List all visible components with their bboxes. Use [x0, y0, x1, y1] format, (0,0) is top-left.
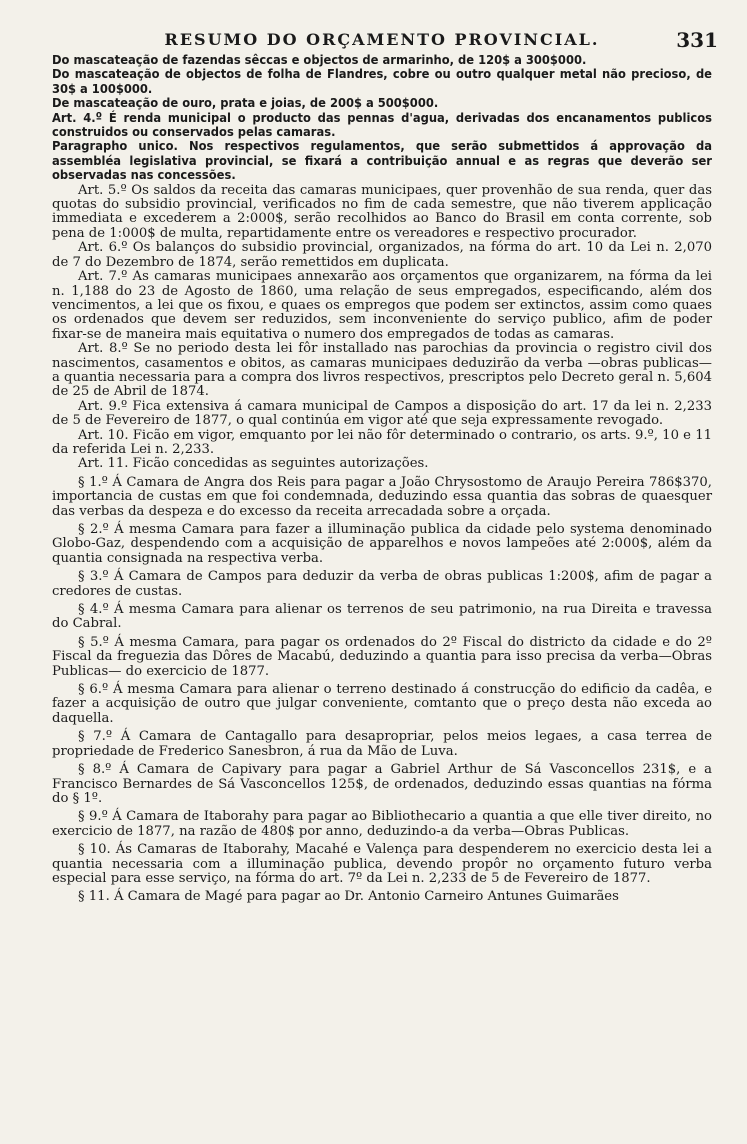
paragraph: Art. 5.º Os saldos da receita das camaras municipaes, quer provenhão de sua renda, quer das quotas do subsidio provincial, verificados no fim de cada semestre, que não tiverem applicação immediata e excederem a 2:000$, serão recolhidos ao Banco do Brasil em conta corrente, sob pena de 1:000$ de multa, repartidamente entre os vereadores e respectivo procurador. [52, 182, 712, 241]
paragraph: Art. 8.º Se no periodo desta lei fôr installado nas parochias da provincia o registro civil dos nascimentos, casamentos e obitos, as camaras municipaes deduzirão da verba —obras publicas—a quantia necessaria para a compra dos livros respectivos, prescriptos pelo Decreto geral n. 5,604 de 25 de Abril de 1874. [52, 341, 712, 400]
paragraph: § 3.º Á Camara de Campos para deduzir da verba de obras publicas 1:200$, afim de pagar a credores de custas. [52, 569, 712, 599]
paragraph: § 2.º Á mesma Camara para fazer a illuminação publica da cidade pelo systema denominado Globo-Gaz, despendendo com a acquisição de apparelhos e novos lampeões até 2:000$, além da quantia consignada na respectiva verba. [52, 522, 712, 566]
body-text [52, 54, 712, 905]
paragraph: Art. 9.º Fica extensiva á camara municipal de Campos a disposição do art. 17 da lei n. 2,233 de 5 de Fevereiro de 1877, o qual continúa em vigor até que seja expressamente revogado. [52, 398, 712, 429]
paragraph: § 7.º Á Camara de Cantagallo para desapropriar, pelos meios legaes, a casa terrea de propriedade de Frederico Sanesbron, á rua da Mão de Luva. [52, 729, 712, 759]
paragraph: Do mascateação de objectos de folha de Flandres, cobre ou outro qualquer metal não precioso, de 30$ a 100$000. [52, 67, 712, 97]
paragraph: § 9.º Á Camara de Itaborahy para pagar ao Bibliothecario a quantia a que elle tiver direito, no exercicio de 1877, na razão de 480$ por anno, deduzindo-a da verba—Obras Publicas. [52, 809, 712, 839]
paragraph: § 1.º Á Camara de Angra dos Reis para pagar a João Chrysostomo de Araujo Pereira 786$370, importancia de custas em que foi condemnada, deduzindo essa quantia das sobras de quaesquer das verbas da despeza e do excesso da receita arrecadada sobre a orçada. [52, 474, 712, 519]
running-title: RESUMO DO ORÇAMENTO PROVINCIAL. [164, 30, 600, 49]
paragraph: Paragrapho unico. Nos respectivos regulamentos, que serão submettidos á approvação da assembléa legislativa provincial, se fixará a contribuição annual e as regras que deverão ser observadas nas concessões. [52, 139, 712, 184]
paragraph: § 10. Ás Camaras de Itaborahy, Macahé e Valença para despenderem no exercicio desta lei a quantia necessaria com a illuminação publica, devendo propôr no orçamento futuro verba especial para esse serviço, na fórma do art. 7º da Lei n. 2,233 de 5 de Fevereiro de 1877. [52, 842, 712, 886]
paragraph: De mascateação de ouro, prata e joias, de 200$ a 500$000. [52, 96, 439, 112]
document-page [52, 28, 718, 905]
paragraph: § 8.º Á Camara de Capivary para pagar a Gabriel Arthur de Sá Vasconcellos 231$, e a Francisco Bernardes de Sá Vasconcellos 125$, de ordenados, deduzindo essas quantias na fórma do § 1º. [52, 762, 712, 806]
paragraph: § 11. Á Camara de Magé para pagar ao Dr. Antonio Carneiro Antunes Guimarães [78, 889, 619, 905]
paragraph: Art. 10. Ficão em vigor, emquanto por lei não fôr determinado o contrario, os arts. 9.º, 10 e 11 da referida Lei n. 2,233. [52, 427, 712, 457]
paragraph: Art. 4.º É renda municipal o producto das pennas d'agua, derivadas dos encanamentos publicos construidos ou conservados pelas camaras. [52, 110, 712, 141]
paragraph: § 5.º Á mesma Camara, para pagar os ordenados do 2º Fiscal do districto da cidade e do 2º Fiscal da freguezia das Dôres de Macabú, deduzindo a quantia para isso precisa da verba—Obras Publicas— do exercicio de 1877. [52, 634, 712, 679]
paragraph: Art. 6.º Os balanços do subsidio provincial, organizados, na fórma do art. 10 da Lei n. 2,070 de 7 do Dezembro de 1874, serão remettidos em duplicata. [52, 240, 712, 270]
paragraph: Do mascateação de fazendas sêccas e objectos de armarinho, de 120$ a 300$000. [52, 53, 587, 68]
page-header [52, 28, 718, 54]
page-number: 331 [676, 28, 718, 52]
paragraph: § 6.º Á mesma Camara para alienar o terreno destinado á construcção do edificio da cadêa, e fazer a acquisição de outro que julgar conveniente, comtanto que o preço desta não exceda ao daquella. [52, 682, 712, 726]
paragraph: Art. 7.º As camaras municipaes annexarão aos orçamentos que organizarem, na fórma da lei n. 1,188 do 23 de Agosto de 1860, uma relação de seus empregados, especificando, além dos vencimentos, a lei que os fixou, e quaes os empregos que podem ser extinctos, assim como quaes os ordenados que devem ser reduzidos, sem inconveniente do serviço publico, afim de poder fixar-se de maneira mais equitativa o numero dos empregados de todas as camaras. [52, 269, 712, 342]
paragraph: Art. 11. Ficão concedidas as seguintes autorizações. [78, 456, 429, 472]
paragraph: § 4.º Á mesma Camara para alienar os terrenos de seu patrimonio, na rua Direita e travessa do Cabral. [52, 602, 712, 632]
